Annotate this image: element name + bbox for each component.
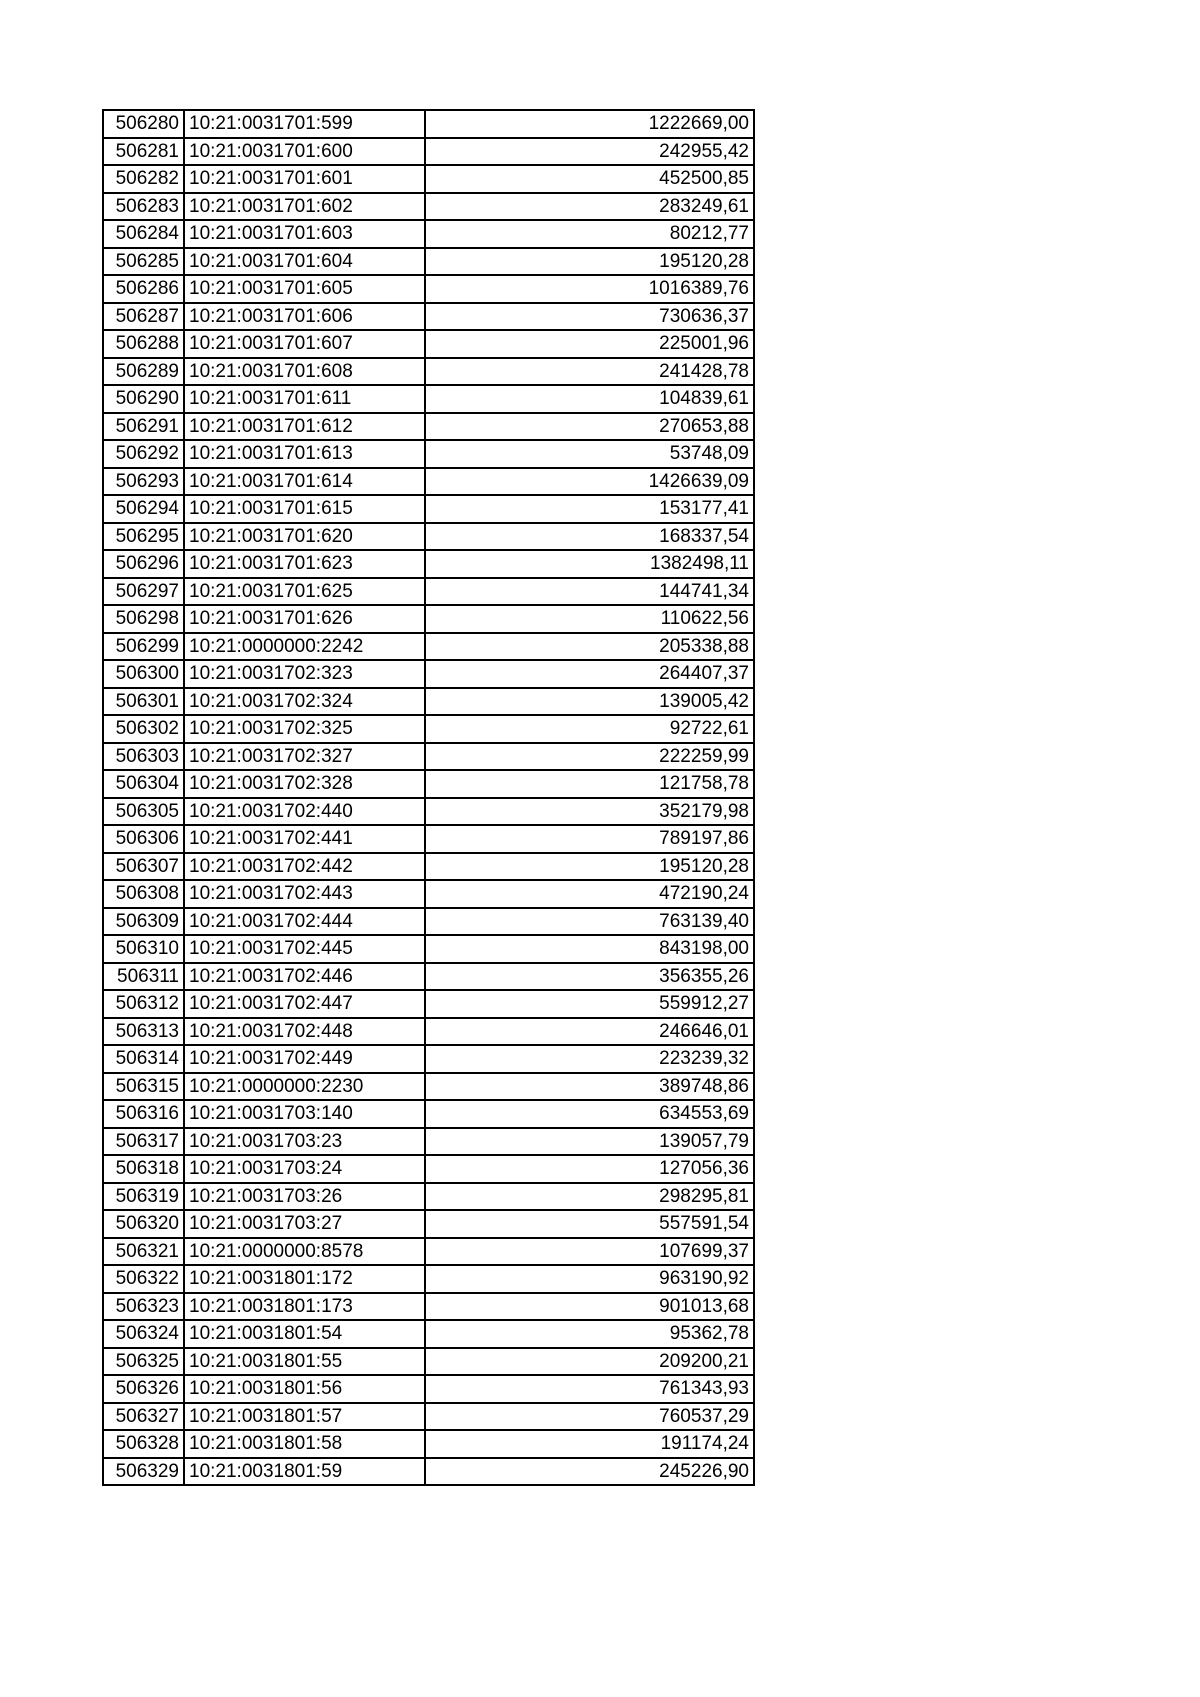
row-number-cell: 506321	[103, 1238, 184, 1266]
value-cell: 95362,78	[425, 1320, 754, 1348]
table-row	[103, 275, 754, 303]
value-cell: 144741,34	[425, 578, 754, 606]
cadastral-number-cell: 10:21:0031702:445	[184, 935, 425, 963]
table-row	[103, 1375, 754, 1403]
value-cell: 283249,61	[425, 193, 754, 221]
value-cell: 452500,85	[425, 165, 754, 193]
row-number-cell: 506329	[103, 1458, 184, 1486]
row-number-cell: 506312	[103, 990, 184, 1018]
row-number-cell: 506324	[103, 1320, 184, 1348]
value-cell: 191174,24	[425, 1430, 754, 1458]
value-cell: 763139,40	[425, 908, 754, 936]
cadastral-number-cell: 10:21:0031701:602	[184, 193, 425, 221]
cadastral-number-cell: 10:21:0031801:54	[184, 1320, 425, 1348]
value-cell: 352179,98	[425, 798, 754, 826]
table-row	[103, 853, 754, 881]
value-cell: 205338,88	[425, 633, 754, 661]
table-row	[103, 523, 754, 551]
cadastral-number-cell: 10:21:0031702:324	[184, 688, 425, 716]
row-number-cell: 506292	[103, 440, 184, 468]
cadastral-number-cell: 10:21:0031703:27	[184, 1210, 425, 1238]
value-cell: 168337,54	[425, 523, 754, 551]
cadastral-number-cell: 10:21:0031701:608	[184, 358, 425, 386]
row-number-cell: 506280	[103, 110, 184, 138]
value-cell: 843198,00	[425, 935, 754, 963]
row-number-cell: 506320	[103, 1210, 184, 1238]
table-row	[103, 1348, 754, 1376]
row-number-cell: 506318	[103, 1155, 184, 1183]
data-table	[102, 109, 755, 1486]
table-row	[103, 1403, 754, 1431]
value-cell: 127056,36	[425, 1155, 754, 1183]
cadastral-number-cell: 10:21:0031702:447	[184, 990, 425, 1018]
cadastral-number-cell: 10:21:0031701:601	[184, 165, 425, 193]
row-number-cell: 506306	[103, 825, 184, 853]
table-row	[103, 468, 754, 496]
value-cell: 195120,28	[425, 853, 754, 881]
cadastral-number-cell: 10:21:0031701:605	[184, 275, 425, 303]
row-number-cell: 506297	[103, 578, 184, 606]
cadastral-number-cell: 10:21:0031701:626	[184, 605, 425, 633]
row-number-cell: 506301	[103, 688, 184, 716]
cadastral-number-cell: 10:21:0000000:8578	[184, 1238, 425, 1266]
row-number-cell: 506317	[103, 1128, 184, 1156]
value-cell: 153177,41	[425, 495, 754, 523]
value-cell: 241428,78	[425, 358, 754, 386]
cadastral-number-cell: 10:21:0031702:448	[184, 1018, 425, 1046]
row-number-cell: 506309	[103, 908, 184, 936]
table-row	[103, 880, 754, 908]
value-cell: 53748,09	[425, 440, 754, 468]
cadastral-number-cell: 10:21:0031702:443	[184, 880, 425, 908]
value-cell: 225001,96	[425, 330, 754, 358]
row-number-cell: 506322	[103, 1265, 184, 1293]
table-row	[103, 358, 754, 386]
row-number-cell: 506293	[103, 468, 184, 496]
table-row	[103, 413, 754, 441]
cadastral-number-cell: 10:21:0031703:26	[184, 1183, 425, 1211]
cadastral-number-cell: 10:21:0031801:59	[184, 1458, 425, 1486]
table-row	[103, 248, 754, 276]
table-row	[103, 330, 754, 358]
table-row	[103, 990, 754, 1018]
cadastral-number-cell: 10:21:0031701:613	[184, 440, 425, 468]
row-number-cell: 506313	[103, 1018, 184, 1046]
table-row	[103, 1458, 754, 1486]
cadastral-number-cell: 10:21:0031702:440	[184, 798, 425, 826]
table-row	[103, 825, 754, 853]
cadastral-number-cell: 10:21:0031801:56	[184, 1375, 425, 1403]
row-number-cell: 506299	[103, 633, 184, 661]
cadastral-number-cell: 10:21:0031701:620	[184, 523, 425, 551]
table-row	[103, 1320, 754, 1348]
row-number-cell: 506311	[103, 963, 184, 991]
cadastral-number-cell: 10:21:0031702:449	[184, 1045, 425, 1073]
table-row	[103, 495, 754, 523]
table-row	[103, 1045, 754, 1073]
cadastral-number-cell: 10:21:0031703:24	[184, 1155, 425, 1183]
cadastral-number-cell: 10:21:0031701:604	[184, 248, 425, 276]
cadastral-number-cell: 10:21:0031702:441	[184, 825, 425, 853]
row-number-cell: 506325	[103, 1348, 184, 1376]
value-cell: 104839,61	[425, 385, 754, 413]
value-cell: 245226,90	[425, 1458, 754, 1486]
table-row	[103, 440, 754, 468]
row-number-cell: 506315	[103, 1073, 184, 1101]
value-cell: 559912,27	[425, 990, 754, 1018]
table-row	[103, 385, 754, 413]
row-number-cell: 506296	[103, 550, 184, 578]
table-row	[103, 220, 754, 248]
table-row	[103, 578, 754, 606]
cadastral-number-cell: 10:21:0031801:58	[184, 1430, 425, 1458]
value-cell: 356355,26	[425, 963, 754, 991]
cadastral-number-cell: 10:21:0031702:325	[184, 715, 425, 743]
cadastral-number-cell: 10:21:0031801:172	[184, 1265, 425, 1293]
value-cell: 789197,86	[425, 825, 754, 853]
row-number-cell: 506281	[103, 138, 184, 166]
value-cell: 389748,86	[425, 1073, 754, 1101]
row-number-cell: 506307	[103, 853, 184, 881]
cadastral-number-cell: 10:21:0031701:603	[184, 220, 425, 248]
cadastral-number-cell: 10:21:0031703:140	[184, 1100, 425, 1128]
table-row	[103, 743, 754, 771]
row-number-cell: 506300	[103, 660, 184, 688]
row-number-cell: 506298	[103, 605, 184, 633]
value-cell: 963190,92	[425, 1265, 754, 1293]
cadastral-number-cell: 10:21:0031701:623	[184, 550, 425, 578]
table-row	[103, 715, 754, 743]
value-cell: 472190,24	[425, 880, 754, 908]
table-row	[103, 605, 754, 633]
row-number-cell: 506284	[103, 220, 184, 248]
value-cell: 761343,93	[425, 1375, 754, 1403]
row-number-cell: 506305	[103, 798, 184, 826]
row-number-cell: 506289	[103, 358, 184, 386]
table-row	[103, 770, 754, 798]
value-cell: 110622,56	[425, 605, 754, 633]
cadastral-number-cell: 10:21:0031701:611	[184, 385, 425, 413]
table-row	[103, 1265, 754, 1293]
value-cell: 223239,32	[425, 1045, 754, 1073]
value-cell: 246646,01	[425, 1018, 754, 1046]
table-row	[103, 550, 754, 578]
cadastral-number-cell: 10:21:0031702:442	[184, 853, 425, 881]
table-row	[103, 1128, 754, 1156]
row-number-cell: 506310	[103, 935, 184, 963]
value-cell: 298295,81	[425, 1183, 754, 1211]
cadastral-number-cell: 10:21:0031701:599	[184, 110, 425, 138]
value-cell: 222259,99	[425, 743, 754, 771]
row-number-cell: 506326	[103, 1375, 184, 1403]
row-number-cell: 506319	[103, 1183, 184, 1211]
cadastral-number-cell: 10:21:0000000:2242	[184, 633, 425, 661]
row-number-cell: 506328	[103, 1430, 184, 1458]
cadastral-number-cell: 10:21:0031703:23	[184, 1128, 425, 1156]
value-cell: 264407,37	[425, 660, 754, 688]
table-row	[103, 660, 754, 688]
cadastral-number-cell: 10:21:0031701:600	[184, 138, 425, 166]
cadastral-number-cell: 10:21:0031701:606	[184, 303, 425, 331]
row-number-cell: 506291	[103, 413, 184, 441]
cadastral-number-cell: 10:21:0031801:173	[184, 1293, 425, 1321]
value-cell: 209200,21	[425, 1348, 754, 1376]
cadastral-number-cell: 10:21:0031701:607	[184, 330, 425, 358]
value-cell: 139057,79	[425, 1128, 754, 1156]
table-row	[103, 1238, 754, 1266]
table-row	[103, 303, 754, 331]
table-row	[103, 110, 754, 138]
row-number-cell: 506287	[103, 303, 184, 331]
table-row	[103, 1183, 754, 1211]
cadastral-number-cell: 10:21:0031702:444	[184, 908, 425, 936]
value-cell: 730636,37	[425, 303, 754, 331]
row-number-cell: 506288	[103, 330, 184, 358]
value-cell: 634553,69	[425, 1100, 754, 1128]
row-number-cell: 506285	[103, 248, 184, 276]
cadastral-number-cell: 10:21:0031801:55	[184, 1348, 425, 1376]
table-row	[103, 193, 754, 221]
value-cell: 270653,88	[425, 413, 754, 441]
cadastral-number-cell: 10:21:0031701:612	[184, 413, 425, 441]
value-cell: 242955,42	[425, 138, 754, 166]
row-number-cell: 506323	[103, 1293, 184, 1321]
table-row	[103, 1210, 754, 1238]
cadastral-number-cell: 10:21:0031701:614	[184, 468, 425, 496]
row-number-cell: 506302	[103, 715, 184, 743]
row-number-cell: 506283	[103, 193, 184, 221]
row-number-cell: 506282	[103, 165, 184, 193]
row-number-cell: 506303	[103, 743, 184, 771]
value-cell: 901013,68	[425, 1293, 754, 1321]
table-row	[103, 1073, 754, 1101]
table-row	[103, 633, 754, 661]
row-number-cell: 506304	[103, 770, 184, 798]
value-cell: 557591,54	[425, 1210, 754, 1238]
cadastral-number-cell: 10:21:0031801:57	[184, 1403, 425, 1431]
table-row	[103, 165, 754, 193]
value-cell: 1426639,09	[425, 468, 754, 496]
data-table-body	[103, 110, 754, 1485]
cadastral-number-cell: 10:21:0031701:615	[184, 495, 425, 523]
value-cell: 195120,28	[425, 248, 754, 276]
row-number-cell: 506316	[103, 1100, 184, 1128]
value-cell: 139005,42	[425, 688, 754, 716]
row-number-cell: 506314	[103, 1045, 184, 1073]
value-cell: 107699,37	[425, 1238, 754, 1266]
row-number-cell: 506308	[103, 880, 184, 908]
table-row	[103, 1018, 754, 1046]
row-number-cell: 506286	[103, 275, 184, 303]
value-cell: 1016389,76	[425, 275, 754, 303]
table-row	[103, 963, 754, 991]
table-row	[103, 1155, 754, 1183]
row-number-cell: 506327	[103, 1403, 184, 1431]
table-row	[103, 935, 754, 963]
value-cell: 121758,78	[425, 770, 754, 798]
value-cell: 760537,29	[425, 1403, 754, 1431]
value-cell: 1222669,00	[425, 110, 754, 138]
value-cell: 80212,77	[425, 220, 754, 248]
table-row	[103, 1100, 754, 1128]
cadastral-number-cell: 10:21:0031702:323	[184, 660, 425, 688]
cadastral-number-cell: 10:21:0031701:625	[184, 578, 425, 606]
value-cell: 1382498,11	[425, 550, 754, 578]
table-row	[103, 798, 754, 826]
cadastral-number-cell: 10:21:0031702:328	[184, 770, 425, 798]
cadastral-number-cell: 10:21:0031702:327	[184, 743, 425, 771]
cadastral-number-cell: 10:21:0031702:446	[184, 963, 425, 991]
table-row	[103, 1430, 754, 1458]
value-cell: 92722,61	[425, 715, 754, 743]
row-number-cell: 506290	[103, 385, 184, 413]
row-number-cell: 506294	[103, 495, 184, 523]
table-row	[103, 688, 754, 716]
row-number-cell: 506295	[103, 523, 184, 551]
table-row	[103, 908, 754, 936]
table-row	[103, 138, 754, 166]
table-row	[103, 1293, 754, 1321]
cadastral-number-cell: 10:21:0000000:2230	[184, 1073, 425, 1101]
